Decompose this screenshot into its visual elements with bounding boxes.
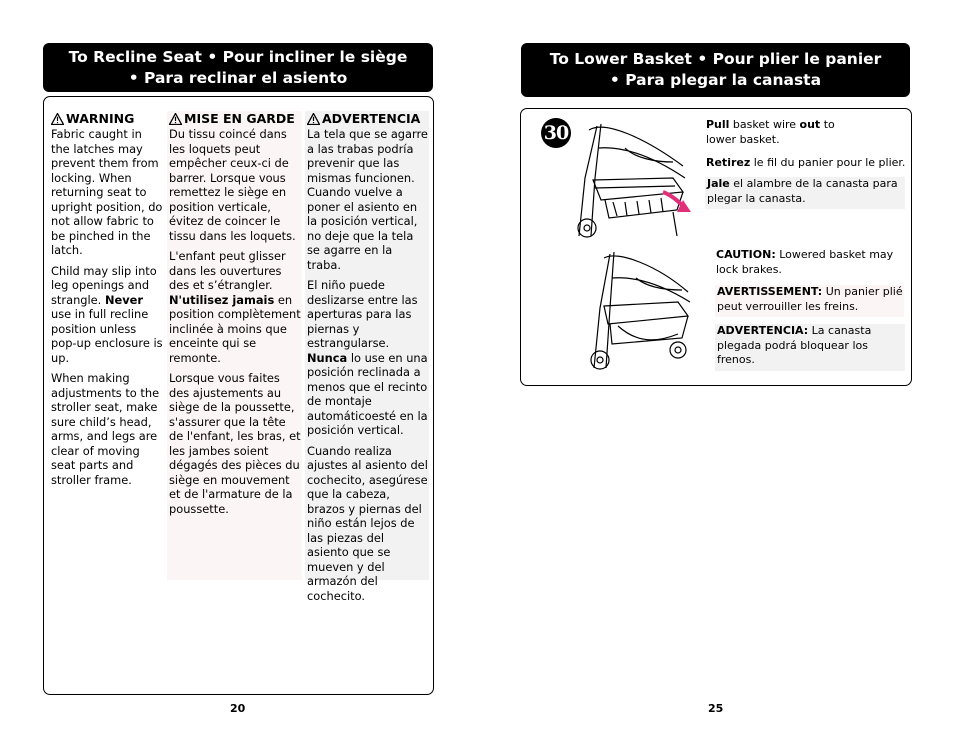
spanish-paragraph-1: La tela que se agarre a las trabas podría prevenir que las mismas funcionen. Cuando vuelve a poner el asiento en la posición vertical, no deje que la tela se agarre en la traba. [307, 127, 428, 272]
warning-triangle-icon [169, 113, 182, 125]
warning-heading-french: MISE EN GARDE [169, 111, 302, 127]
instruction-french: Retirez le fil du panier pour le plier. [706, 156, 906, 169]
caution-english: CAUTION: Lowered basket may lock brakes. [716, 248, 894, 276]
french-paragraph-2: L'enfant peut glisser dans les ouvertures des et s’étrangler. N'utilisez jamais en position complètement inclinée à moins que enceinte qui se remonte. [169, 249, 301, 365]
step-number-badge: 30 [541, 118, 571, 148]
stroller-basket-pull-illustration [565, 118, 700, 246]
left-page-number: 20 [230, 702, 246, 715]
warning-heading-english: WARNING [51, 111, 163, 127]
right-title-line2: • Para plegar la canasta [609, 71, 822, 89]
left-title-line1: To Recline Seat • Pour incliner le siège [68, 47, 408, 66]
right-title-line1: To Lower Basket • Pour plier le panier [549, 50, 882, 68]
warning-triangle-icon [307, 113, 320, 125]
left-section-header [43, 43, 433, 92]
warning-column-french [167, 111, 302, 580]
caution-spanish: ADVERTENCIA: La canasta plegada podrá bloquear los frenos. [715, 324, 905, 371]
warning-column-spanish [305, 111, 429, 603]
spanish-paragraph-3: Cuando realiza ajustes al asiento del cochecito, asegúrese que la cabeza, brazos y piernas del niño están lejos de las piezas del asiento que se mueven y del armazón del cochecito. [307, 443, 428, 603]
english-paragraph-3: When making adjustments to the stroller seat, make sure child’s head, arms, and legs are clear of moving seat parts and stroller frame. [51, 371, 160, 487]
right-section-header [521, 43, 910, 97]
caution-french: AVERTISSEMENT: Un panier plié peut verrouiller les freins. [715, 285, 904, 317]
right-page-number: 25 [708, 702, 724, 715]
warning-triangle-icon [51, 113, 64, 125]
french-paragraph-1: Du tissu coincé dans les loquets peut empêcher ceux-ci de barrer. Lorsque vous remettez le siège en position verticale, évitez de coincer le tissu dans les loquets. [169, 127, 296, 243]
english-paragraph-2: Child may slip into leg openings and strangle. Never use in full recline position unless pop-up enclosure is up. [51, 263, 163, 365]
warning-column-english [51, 111, 163, 493]
warning-heading-spanish: ADVERTENCIA [307, 111, 429, 127]
instruction-english: Pull basket wire out to lower basket. [706, 118, 835, 146]
left-title-line2: • Para reclinar el asiento [128, 68, 348, 87]
stroller-lowered-basket-illustration [578, 248, 698, 376]
french-paragraph-3: Lorsque vous faites des ajustements au siège de la poussette, s'assurer que la tête de l'enfant, les bras, et les jambes soient dégagés des pièces du siège en mouvement et de l'armature de la poussette. [169, 371, 301, 516]
instruction-spanish: Jale el alambre de la canasta para plegar la canasta. [705, 177, 905, 209]
english-paragraph-1: Fabric caught in the latches may prevent them from locking. When returning seat to upright position, do not allow fabric to be pinched in the latch. [51, 127, 163, 257]
spanish-paragraph-2: El niño puede deslizarse entre las aperturas para las piernas y estrangularse. Nunca lo use en una posición reclinada a menos que el recinto de montaje automáticoesté en la posición vertical. [307, 278, 428, 437]
